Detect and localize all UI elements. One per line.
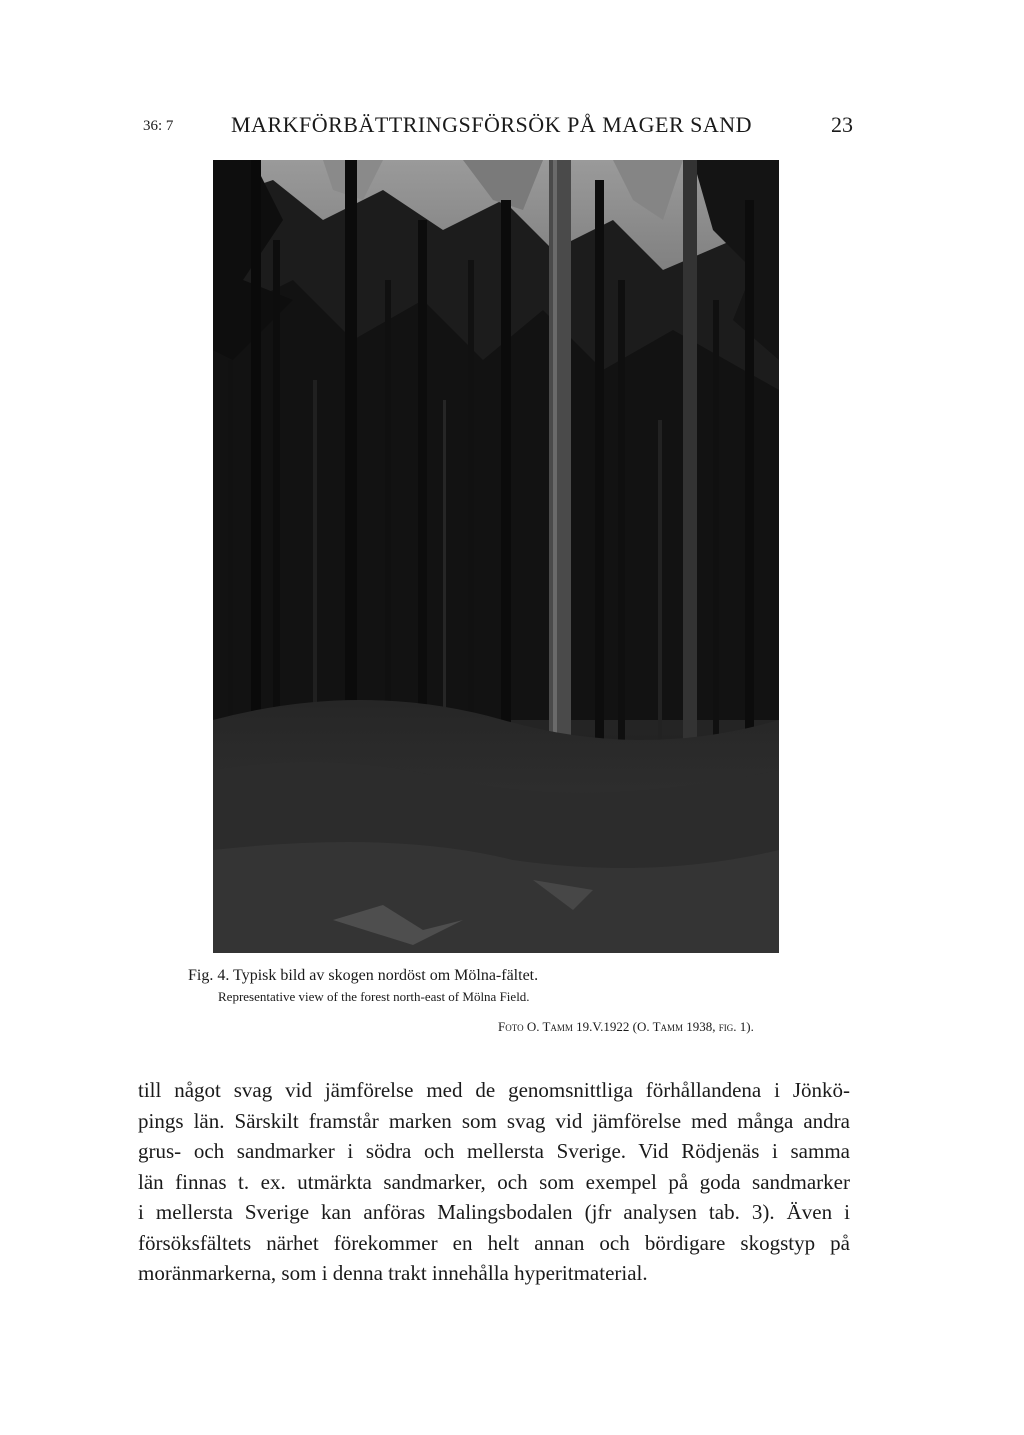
body-line: moränmarkerna, som i denna trakt innehålla hyperitmaterial. — [138, 1261, 648, 1285]
caption-swedish: Fig. 4. Typisk bild av skogen nordöst om Mölna-fältet. — [188, 967, 539, 984]
figure-caption — [188, 965, 848, 1037]
body-paragraph — [138, 1075, 850, 1289]
body-line: till något svag vid jämförelse med de genomsnittliga förhållandena i Jönkö- — [138, 1078, 850, 1102]
running-head — [143, 112, 853, 142]
forest-photograph — [213, 160, 779, 953]
body-line: grus- och sandmarker i södra och mellersta Sverige. Vid Rödjenäs i samma — [138, 1139, 850, 1163]
body-line: försöksfältets närhet förekommer en helt annan och bördigare skogstyp på — [138, 1230, 850, 1255]
running-head-title: MARKFÖRBÄTTRINGSFÖRSÖK PÅ MAGER SAND — [231, 112, 753, 137]
forest-photo-illustration — [213, 160, 779, 953]
body-line: pings län. Särskilt framstår marken som svag vid jämförelse med många andra — [138, 1108, 850, 1133]
body-line: i mellersta Sverige kan anföras Malingsbodalen (jfr analysen tab. 3). Även i — [138, 1200, 850, 1224]
photo-credit: Foto O. Tamm 19.V.1922 (O. Tamm 1938, fig. 1). — [498, 1019, 754, 1034]
section-number: 36: 7 — [143, 118, 174, 134]
caption-english: Representative view of the forest north-east of Mölna Field. — [218, 989, 530, 1004]
page-number: 23 — [831, 112, 853, 137]
body-line: län finnas t. ex. utmärkta sandmarker, och som exempel på goda sandmarker — [138, 1169, 850, 1194]
